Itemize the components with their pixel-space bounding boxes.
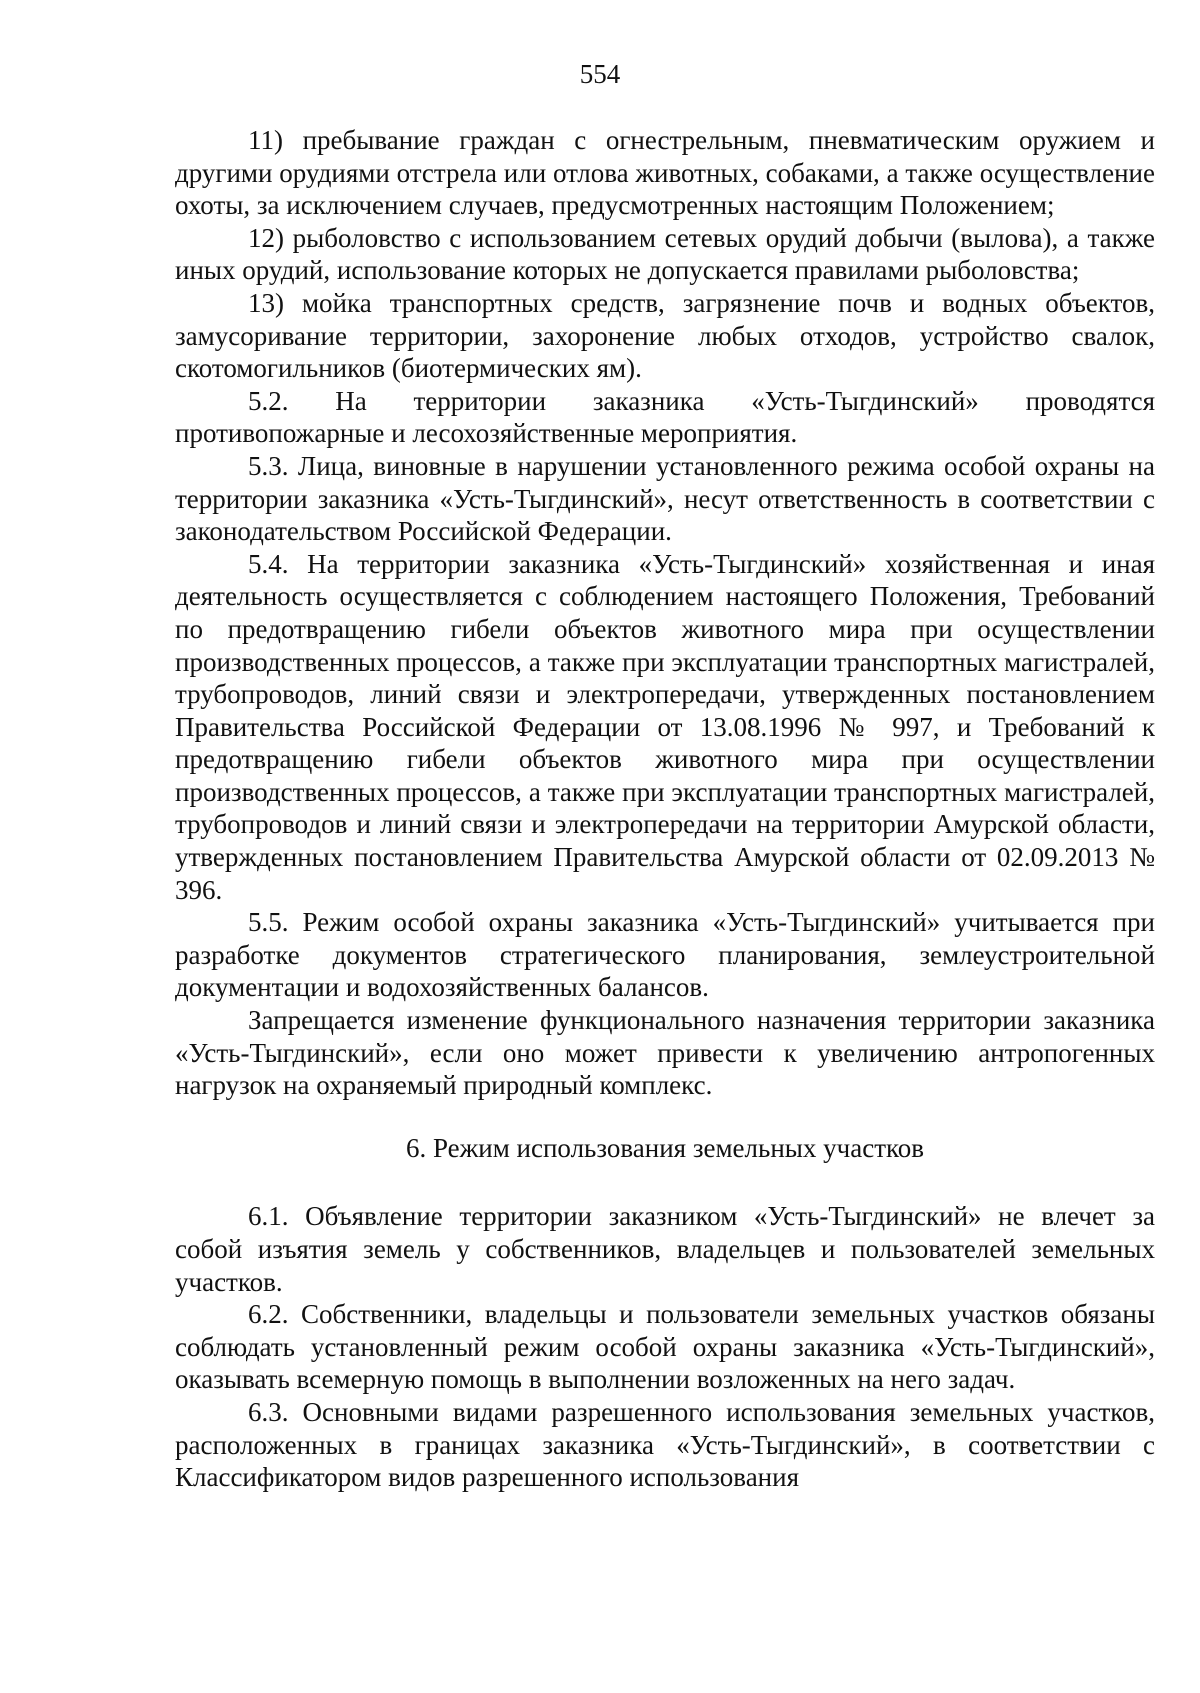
paragraph-5-3: 5.3. Лица, виновные в нарушении установленного режима особой охраны на территории заказника «Усть-Тыгдинский», несут ответственность в соответствии с законодательством Российской Федерации. xyxy=(175,450,1155,547)
paragraph-item-11: 11) пребывание граждан с огнестрельным, пневматическим оружием и другими орудиями отстрела или отлова животных, собаками, а также осуществление охоты, за исключением случаев, предусмотренных настоящим Положением; xyxy=(175,125,1155,221)
paragraph-5-2: 5.2. На территории заказника «Усть-Тыгдинский» проводятся противопожарные и лесохозяйственные мероприятия. xyxy=(175,385,1155,449)
paragraph-prohibition: Запрещается изменение функционального назначения территории заказника «Усть-Тыгдинский», если оно может привести к увеличению антропогенных нагрузок на охраняемый природный комплекс. xyxy=(175,1005,1155,1101)
paragraph-6-2: 6.2. Собственники, владельцы и пользователи земельных участков обязаны соблюдать установленный режим особой охраны заказника «Усть-Тыгдинский», оказывать всемерную помощь в выполнении возложенных на него задач. xyxy=(175,1299,1155,1395)
paragraph-item-12: 12) рыболовство с использованием сетевых орудий добычи (вылова), а также иных орудий, использование которых не допускается правилами рыболовства; xyxy=(175,222,1155,286)
document-body xyxy=(175,124,1155,1494)
paragraph-5-4: 5.4. На территории заказника «Усть-Тыгдинский» хозяйственная и иная деятельность осуществляется с соблюдением настоящего Положения, Требований по предотвращению гибели объектов животного мира при осуществлении производственных процессов, а также при эксплуатации транспортных магистралей, трубопроводов, линий связи и электропередачи, утвержденных постановлением Правительства Российской Федерации от 13.08.1996 № 997, и Требований к предотвращению гибели объектов животного мира при осуществлении производственных процессов, а также при эксплуатации транспортных магистралей, трубопроводов и линий связи и электропередачи на территории Амурской области, утвержденных постановлением Правительства Амурской области от 02.09.2013 № 396. xyxy=(175,548,1155,905)
page-number: 554 xyxy=(579,59,621,89)
paragraph-item-13: 13) мойка транспортных средств, загрязнение почв и водных объектов, замусоривание территории, захоронение любых отходов, устройство свалок, скотомогильников (биотермических ям). xyxy=(175,287,1155,384)
section-heading: 6. Режим использования земельных участков xyxy=(405,1132,925,1163)
paragraph-6-3: 6.3. Основными видами разрешенного использования земельных участков, расположенных в границах заказника «Усть-Тыгдинский», в соответствии с Классификатором видов разрешенного использования xyxy=(175,1396,1155,1493)
paragraph-6-1: 6.1. Объявление территории заказником «Усть-Тыгдинский» не влечет за собой изъятия земель у собственников, владельцев и пользователей земельных участков. xyxy=(175,1201,1155,1297)
paragraph-5-5: 5.5. Режим особой охраны заказника «Усть-Тыгдинский» учитывается при разработке документов стратегического планирования, землеустроительной документации и водохозяйственных балансов. xyxy=(175,907,1155,1003)
